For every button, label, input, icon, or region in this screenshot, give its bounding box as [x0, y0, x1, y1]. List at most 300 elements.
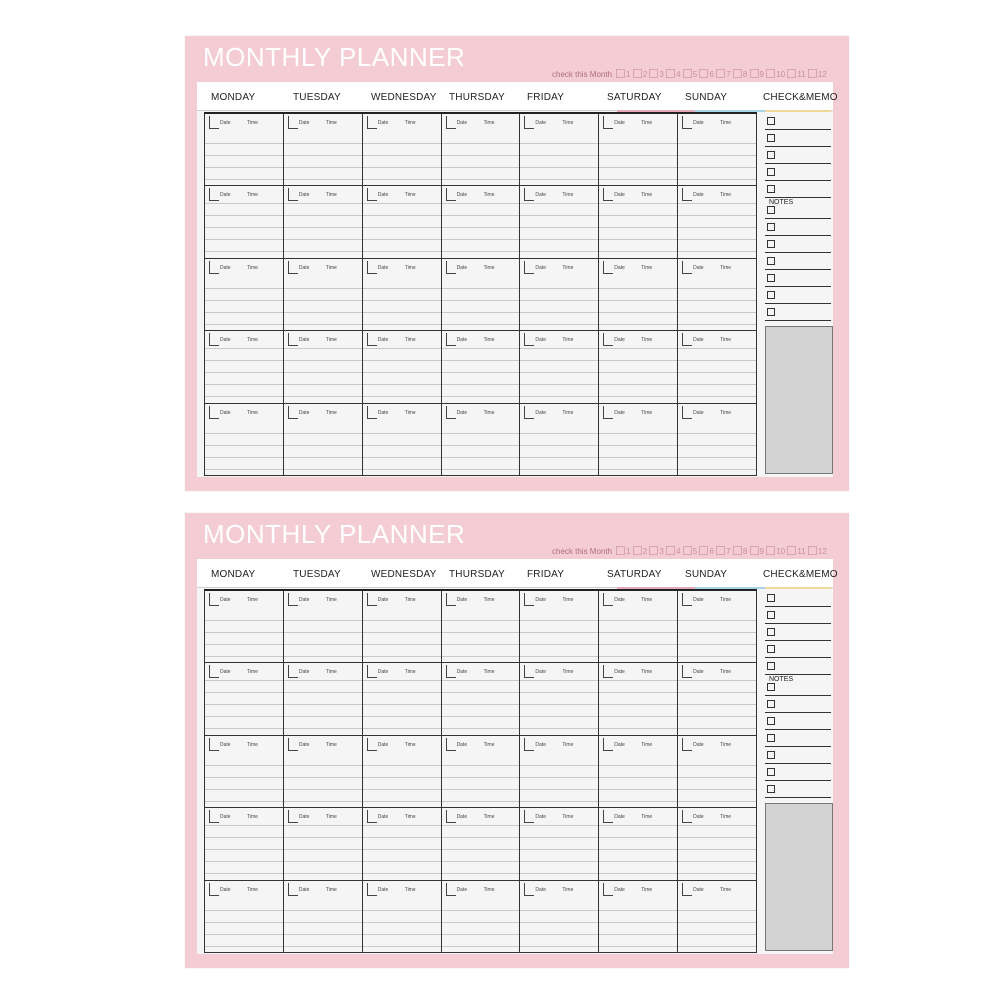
day-cell[interactable]: [520, 404, 599, 476]
date-box[interactable]: [524, 665, 534, 678]
month-check-item[interactable]: [766, 70, 785, 79]
day-cell[interactable]: [599, 186, 678, 258]
date-box[interactable]: [209, 261, 219, 274]
month-check-item[interactable]: [808, 547, 827, 556]
month-check-item[interactable]: [683, 70, 697, 79]
checkbox-icon[interactable]: [616, 546, 625, 555]
checkbox-icon[interactable]: [808, 69, 817, 78]
checkbox-icon[interactable]: [767, 168, 775, 176]
day-cell[interactable]: [284, 808, 363, 880]
checkbox-icon[interactable]: [767, 185, 775, 193]
date-box[interactable]: [682, 810, 692, 823]
time-label: Time: [325, 814, 337, 821]
time-label: Time: [483, 337, 495, 344]
checkbox-icon[interactable]: [767, 240, 775, 248]
date-box[interactable]: [209, 738, 219, 751]
day-cell[interactable]: [520, 591, 599, 663]
date-box[interactable]: [209, 593, 219, 606]
month-number: 5: [692, 547, 698, 556]
checkbox-icon[interactable]: [633, 69, 642, 78]
memo-line[interactable]: [765, 623, 831, 641]
date-box[interactable]: [682, 188, 692, 201]
memo-line[interactable]: [765, 729, 831, 747]
time-label: Time: [720, 337, 732, 344]
date-box[interactable]: [682, 593, 692, 606]
month-check-item[interactable]: [666, 70, 680, 79]
month-check-item[interactable]: [699, 547, 713, 556]
date-box[interactable]: [367, 333, 377, 346]
date-box[interactable]: [367, 738, 377, 751]
date-box[interactable]: [603, 593, 613, 606]
date-box[interactable]: [603, 883, 613, 896]
day-cell[interactable]: [442, 404, 521, 476]
weekday-saturday: SATURDAY: [607, 569, 662, 580]
day-cell[interactable]: [678, 186, 757, 258]
day-cell[interactable]: [205, 736, 284, 808]
date-label: Date: [535, 264, 546, 271]
month-number: 9: [759, 547, 764, 556]
date-box[interactable]: [209, 810, 219, 823]
date-box[interactable]: [524, 593, 534, 606]
date-label: Date: [456, 409, 468, 416]
month-check-item[interactable]: [699, 70, 713, 79]
memo-line[interactable]: [765, 163, 831, 181]
time-label: Time: [562, 741, 574, 748]
month-check-item[interactable]: [666, 547, 680, 556]
date-box[interactable]: [524, 810, 534, 823]
date-box[interactable]: [288, 810, 298, 823]
time-label: Time: [562, 192, 574, 199]
date-box[interactable]: [603, 810, 613, 823]
date-box[interactable]: [446, 665, 456, 678]
day-cell[interactable]: [599, 591, 678, 663]
date-box[interactable]: [209, 883, 219, 896]
checkbox-icon[interactable]: [767, 662, 775, 670]
checkbox-icon[interactable]: [767, 717, 775, 725]
day-cell[interactable]: [599, 881, 678, 953]
day-cell[interactable]: [363, 591, 442, 663]
date-label: Date: [456, 337, 468, 344]
memo-line[interactable]: [765, 201, 831, 219]
date-box[interactable]: [682, 406, 692, 419]
day-cell[interactable]: [284, 404, 363, 476]
date-label: Date: [614, 264, 625, 271]
checkbox-icon[interactable]: [767, 206, 775, 214]
day-cell[interactable]: [363, 404, 442, 476]
month-check-item[interactable]: [649, 547, 663, 556]
date-box[interactable]: [682, 738, 692, 751]
memo-line[interactable]: [765, 657, 831, 675]
checkbox-icon[interactable]: [716, 69, 725, 78]
day-cell[interactable]: [678, 808, 757, 880]
date-box[interactable]: [367, 188, 377, 201]
day-cell[interactable]: [678, 404, 757, 476]
time-label: Time: [483, 409, 495, 416]
checkbox-icon[interactable]: [766, 69, 775, 78]
date-box[interactable]: [288, 406, 298, 419]
date-box[interactable]: [524, 116, 534, 129]
day-cell[interactable]: [205, 663, 284, 735]
checkbox-icon[interactable]: [767, 785, 775, 793]
date-box[interactable]: [446, 593, 456, 606]
memo-line[interactable]: [765, 112, 831, 130]
date-label: Date: [693, 597, 704, 603]
memo-line[interactable]: [765, 606, 831, 624]
day-cell[interactable]: [520, 259, 599, 331]
checkbox-icon[interactable]: [767, 751, 775, 759]
date-box[interactable]: [367, 406, 377, 419]
date-box[interactable]: [682, 333, 692, 346]
date-box[interactable]: [209, 406, 219, 419]
weekday-saturday: SATURDAY: [607, 92, 662, 103]
day-cell[interactable]: [205, 404, 284, 476]
day-cell[interactable]: [442, 331, 521, 403]
month-number: 11: [797, 70, 806, 79]
checkbox-icon[interactable]: [750, 69, 759, 78]
weekday-header: [197, 559, 838, 588]
memo-line[interactable]: [765, 763, 831, 781]
check-memo-column: [765, 112, 831, 474]
checkbox-icon[interactable]: [767, 308, 775, 316]
memo-line[interactable]: [765, 180, 831, 198]
day-cell[interactable]: [442, 259, 521, 331]
date-box[interactable]: [446, 333, 456, 346]
date-label: Date: [377, 264, 389, 271]
checkbox-icon[interactable]: [716, 546, 725, 555]
checkbox-icon[interactable]: [767, 768, 775, 776]
day-cell[interactable]: [442, 186, 521, 258]
day-cell[interactable]: [284, 114, 363, 186]
time-label: Time: [325, 741, 337, 748]
month-check-item[interactable]: [733, 70, 747, 79]
date-label: Date: [298, 741, 310, 748]
checkbox-icon[interactable]: [808, 546, 817, 555]
day-cell[interactable]: [442, 114, 521, 186]
time-label: Time: [641, 120, 653, 126]
date-label: Date: [220, 597, 231, 603]
day-cell[interactable]: [284, 736, 363, 808]
checkbox-icon[interactable]: [649, 69, 658, 78]
date-box[interactable]: [603, 188, 613, 201]
checkbox-icon[interactable]: [767, 151, 775, 159]
checkbox-icon[interactable]: [767, 291, 775, 299]
memo-free-area[interactable]: [765, 326, 833, 474]
month-number: 10: [776, 70, 786, 79]
month-check-item[interactable]: [633, 70, 647, 79]
date-box[interactable]: [682, 665, 692, 678]
date-box[interactable]: [209, 665, 219, 678]
time-label: Time: [641, 741, 653, 748]
date-box[interactable]: [682, 261, 692, 274]
day-cell[interactable]: [678, 259, 757, 331]
checkbox-icon[interactable]: [733, 69, 742, 78]
memo-line[interactable]: [765, 218, 831, 236]
date-box[interactable]: [603, 665, 613, 678]
day-cell[interactable]: [678, 331, 757, 403]
day-cell[interactable]: [599, 663, 678, 735]
day-cell[interactable]: [284, 186, 363, 258]
day-cell[interactable]: [363, 663, 442, 735]
time-label: Time: [404, 741, 416, 748]
checkbox-icon[interactable]: [787, 69, 796, 78]
date-box[interactable]: [288, 738, 298, 751]
date-label: Date: [535, 741, 546, 748]
day-cell[interactable]: [205, 331, 284, 403]
date-box[interactable]: [524, 406, 534, 419]
date-label: Date: [456, 741, 468, 748]
checkbox-icon[interactable]: [683, 69, 692, 78]
month-check-item[interactable]: [633, 547, 647, 556]
time-label: Time: [720, 409, 732, 416]
date-box[interactable]: [288, 188, 298, 201]
date-box[interactable]: [524, 738, 534, 751]
day-cell[interactable]: [520, 186, 599, 258]
checkbox-icon[interactable]: [767, 611, 775, 619]
memo-free-area[interactable]: [765, 803, 833, 951]
checkbox-icon[interactable]: [767, 274, 775, 282]
date-label: Date: [535, 886, 546, 893]
day-cell[interactable]: [678, 881, 757, 953]
day-cell[interactable]: [442, 736, 521, 808]
month-check-item[interactable]: [808, 70, 827, 79]
date-label: Date: [693, 192, 704, 199]
time-label: Time: [325, 597, 337, 603]
memo-line[interactable]: [765, 695, 831, 713]
memo-line[interactable]: [765, 235, 831, 253]
date-box[interactable]: [446, 810, 456, 823]
time-label: Time: [325, 192, 337, 199]
planner-title: MONTHLY PLANNER: [203, 42, 466, 72]
date-label: Date: [693, 409, 704, 416]
date-box[interactable]: [367, 116, 377, 129]
date-box[interactable]: [682, 883, 692, 896]
memo-line[interactable]: [765, 286, 831, 304]
day-cell[interactable]: [599, 114, 678, 186]
month-check-item[interactable]: [787, 70, 805, 79]
weekday-wednesday: WEDNESDAY: [371, 92, 437, 103]
date-box[interactable]: [603, 333, 613, 346]
time-label: Time: [325, 409, 337, 416]
checkbox-icon[interactable]: [649, 546, 658, 555]
checkbox-icon[interactable]: [616, 69, 625, 78]
day-cell[interactable]: [363, 808, 442, 880]
date-label: Date: [693, 337, 704, 344]
time-label: Time: [247, 264, 258, 271]
date-box[interactable]: [446, 188, 456, 201]
time-label: Time: [247, 814, 258, 821]
date-box[interactable]: [288, 665, 298, 678]
month-number: 11: [797, 547, 806, 556]
date-box[interactable]: [209, 333, 219, 346]
date-box[interactable]: [603, 738, 613, 751]
checkbox-icon[interactable]: [787, 546, 796, 555]
date-box[interactable]: [603, 261, 613, 274]
memo-line[interactable]: [765, 146, 831, 164]
month-check-item[interactable]: [649, 70, 663, 79]
checkbox-icon[interactable]: [767, 734, 775, 742]
date-label: Date: [220, 409, 231, 416]
checkbox-icon[interactable]: [767, 117, 775, 125]
date-box[interactable]: [682, 116, 692, 129]
day-cell[interactable]: [205, 114, 284, 186]
weekday-thursday: THURSDAY: [449, 569, 505, 580]
month-check-item[interactable]: [733, 547, 747, 556]
day-cell[interactable]: [284, 591, 363, 663]
day-cell[interactable]: [363, 259, 442, 331]
day-cell[interactable]: [205, 186, 284, 258]
day-cell[interactable]: [599, 331, 678, 403]
date-box[interactable]: [524, 261, 534, 274]
day-cell[interactable]: [363, 881, 442, 953]
date-box[interactable]: [446, 116, 456, 129]
day-cell[interactable]: [363, 331, 442, 403]
day-cell[interactable]: [363, 114, 442, 186]
memo-line[interactable]: [765, 269, 831, 287]
time-label: Time: [562, 120, 574, 126]
memo-line[interactable]: [765, 746, 831, 764]
day-cell[interactable]: [363, 736, 442, 808]
day-cell[interactable]: [520, 808, 599, 880]
checkbox-icon[interactable]: [767, 594, 775, 602]
date-box[interactable]: [367, 810, 377, 823]
checkbox-icon[interactable]: [767, 134, 775, 142]
day-cell[interactable]: [205, 259, 284, 331]
day-cell[interactable]: [442, 591, 521, 663]
month-check-item[interactable]: [787, 547, 805, 556]
weekday-monday: MONDAY: [211, 92, 256, 103]
day-cell[interactable]: [599, 404, 678, 476]
day-cell[interactable]: [205, 881, 284, 953]
month-check-item[interactable]: [683, 547, 697, 556]
memo-line[interactable]: [765, 252, 831, 270]
day-cell[interactable]: [205, 591, 284, 663]
date-label: Date: [614, 409, 625, 416]
day-cell[interactable]: [520, 663, 599, 735]
day-cell[interactable]: [599, 259, 678, 331]
day-cell[interactable]: [284, 663, 363, 735]
date-label: Date: [377, 337, 389, 344]
date-box[interactable]: [524, 188, 534, 201]
day-cell[interactable]: [284, 259, 363, 331]
checkbox-icon[interactable]: [767, 223, 775, 231]
checkbox-icon[interactable]: [666, 69, 675, 78]
month-check-item[interactable]: [750, 70, 764, 79]
month-check-item[interactable]: [766, 547, 785, 556]
day-cell[interactable]: [442, 881, 521, 953]
day-cell[interactable]: [520, 736, 599, 808]
month-check-label: check this Month: [552, 546, 613, 556]
time-label: Time: [720, 120, 732, 126]
date-box[interactable]: [367, 665, 377, 678]
date-box[interactable]: [446, 738, 456, 751]
day-cell[interactable]: [678, 114, 757, 186]
day-cell[interactable]: [678, 591, 757, 663]
day-cell[interactable]: [678, 736, 757, 808]
month-check-item[interactable]: [616, 70, 630, 79]
date-box[interactable]: [288, 883, 298, 896]
time-label: Time: [325, 886, 337, 893]
month-number: 1: [626, 70, 631, 79]
checkbox-icon[interactable]: [767, 257, 775, 265]
memo-line[interactable]: [765, 678, 831, 696]
checkbox-icon[interactable]: [733, 546, 742, 555]
date-box[interactable]: [603, 406, 613, 419]
checkbox-icon[interactable]: [699, 69, 708, 78]
month-number: 3: [659, 70, 664, 79]
month-check-item[interactable]: [716, 70, 730, 79]
checkbox-icon[interactable]: [666, 546, 675, 555]
memo-line[interactable]: [765, 712, 831, 730]
memo-line[interactable]: [765, 640, 831, 658]
date-box[interactable]: [446, 406, 456, 419]
monthly-planner-sheet-2: [185, 513, 849, 968]
checkbox-icon[interactable]: [633, 546, 642, 555]
date-box[interactable]: [603, 116, 613, 129]
checkbox-icon[interactable]: [767, 683, 775, 691]
day-cell[interactable]: [205, 808, 284, 880]
date-box[interactable]: [524, 333, 534, 346]
day-cell[interactable]: [442, 808, 521, 880]
date-box[interactable]: [288, 261, 298, 274]
checkbox-icon[interactable]: [767, 700, 775, 708]
time-label: Time: [247, 597, 258, 603]
time-label: Time: [483, 192, 495, 199]
checkbox-icon[interactable]: [750, 546, 759, 555]
date-box[interactable]: [446, 261, 456, 274]
date-box[interactable]: [446, 883, 456, 896]
date-label: Date: [377, 120, 389, 126]
date-box[interactable]: [367, 261, 377, 274]
checkbox-icon[interactable]: [766, 546, 775, 555]
month-checklist: [552, 545, 827, 557]
date-box[interactable]: [288, 116, 298, 129]
date-label: Date: [614, 669, 625, 676]
date-box[interactable]: [367, 593, 377, 606]
day-cell[interactable]: [284, 881, 363, 953]
day-cell[interactable]: [520, 881, 599, 953]
time-label: Time: [325, 120, 337, 126]
date-box[interactable]: [288, 333, 298, 346]
date-label: Date: [298, 264, 310, 271]
date-box[interactable]: [524, 883, 534, 896]
day-cell[interactable]: [284, 331, 363, 403]
date-box[interactable]: [209, 188, 219, 201]
month-check-item[interactable]: [750, 547, 764, 556]
checkbox-icon[interactable]: [683, 546, 692, 555]
date-box[interactable]: [209, 116, 219, 129]
checkbox-icon[interactable]: [767, 628, 775, 636]
month-check-item[interactable]: [716, 547, 730, 556]
memo-line[interactable]: [765, 303, 831, 321]
date-box[interactable]: [288, 593, 298, 606]
day-cell[interactable]: [520, 114, 599, 186]
date-label: Date: [298, 120, 310, 126]
month-check-item[interactable]: [616, 547, 630, 556]
day-cell[interactable]: [678, 663, 757, 735]
day-cell[interactable]: [599, 808, 678, 880]
day-cell[interactable]: [520, 331, 599, 403]
memo-line[interactable]: [765, 780, 831, 798]
month-number: 7: [726, 547, 731, 556]
checkbox-icon[interactable]: [699, 546, 708, 555]
checkbox-icon[interactable]: [767, 645, 775, 653]
memo-line[interactable]: [765, 129, 831, 147]
date-box[interactable]: [367, 883, 377, 896]
day-cell[interactable]: [442, 663, 521, 735]
memo-line[interactable]: [765, 589, 831, 607]
day-cell[interactable]: [363, 186, 442, 258]
day-cell[interactable]: [599, 736, 678, 808]
